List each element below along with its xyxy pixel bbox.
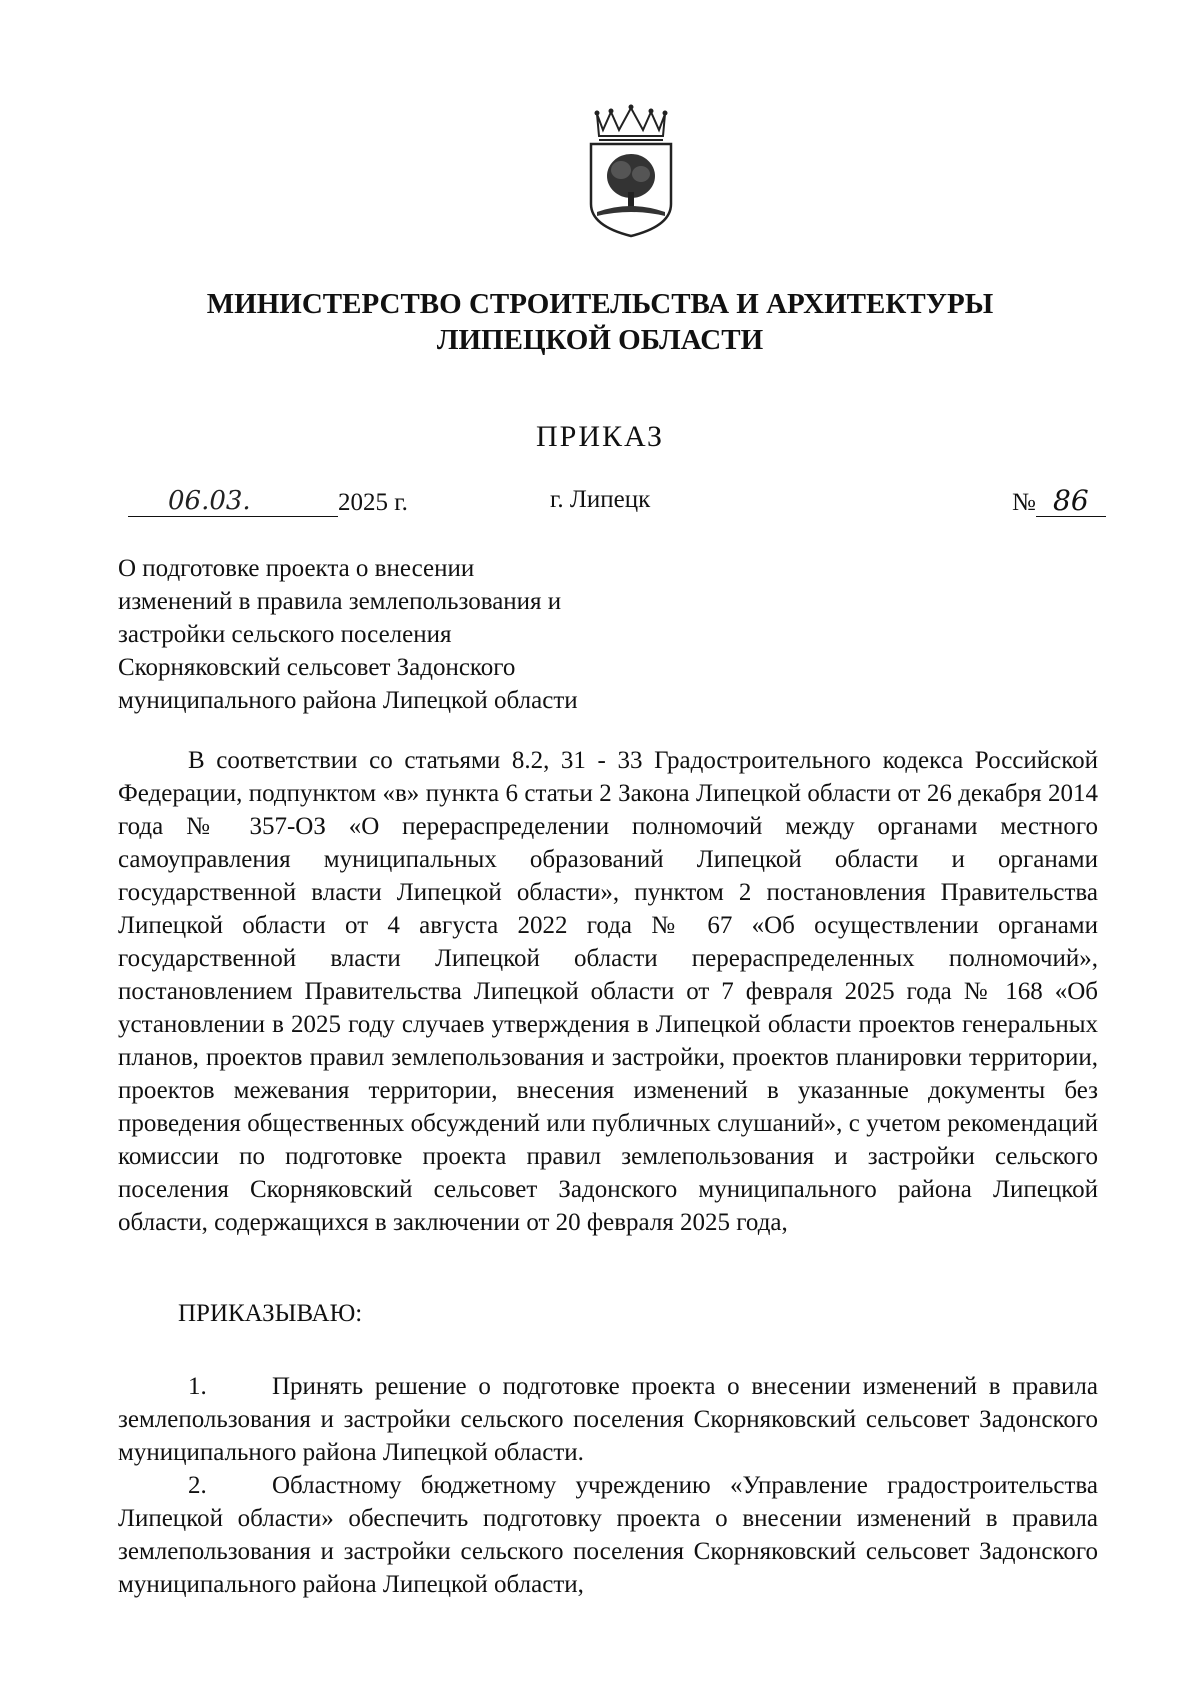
ministry-title-line-2: ЛИПЕЦКОЙ ОБЛАСТИ <box>436 324 764 356</box>
item-number: 1. <box>188 1373 207 1400</box>
preamble-block <box>118 744 1098 1239</box>
number-handwritten: 86 <box>1036 486 1106 517</box>
order-date <box>128 486 408 517</box>
subject-line: изменений в правила землепользования и <box>118 588 562 615</box>
order-directive: ПРИКАЗЫВАЮ: <box>178 1300 363 1327</box>
number-label: № <box>1012 489 1036 516</box>
order-item <box>118 1469 1098 1601</box>
order-items <box>118 1370 1098 1601</box>
subject-line: застройки сельского поселения <box>118 621 452 648</box>
item-number: 2. <box>188 1472 207 1499</box>
ministry-title-line-1: МИНИСТЕРСТВО СТРОИТЕЛЬСТВА И АРХИТЕКТУРЫ <box>206 288 994 320</box>
order-title: ПРИКАЗ <box>536 420 664 453</box>
date-handwritten: 06.03. <box>128 486 338 517</box>
coat-of-arms-emblem <box>583 104 679 238</box>
order-city: г. Липецк <box>550 486 651 513</box>
item-text: Областному бюджетному учреждению «Управление градостроительства Липецкой области» обеспечить подготовку проекта о внесении изменений в правила землепользования и застройки сельского поселения Скорняковский сельсовет Задонского муниципального района Липецкой области, <box>118 1472 1098 1598</box>
order-number <box>1012 486 1106 517</box>
subject-line: Скорняковский сельсовет Задонского <box>118 654 516 681</box>
subject-line: муниципального района Липецкой области <box>118 687 578 714</box>
order-item <box>118 1370 1098 1469</box>
item-text: Принять решение о подготовке проекта о внесении изменений в правила землепользования и застройки сельского поселения Скорняковский сельсовет Задонского муниципального района Липецкой области. <box>118 1373 1098 1466</box>
date-year: 2025 г. <box>338 489 408 516</box>
preamble-paragraph: В соответствии со статьями 8.2, 31 - 33 Градостроительного кодекса Российской Федерации, подпунктом «в» пункта 6 статьи 2 Закона Липецкой области от 26 декабря 2014 года № 357-ОЗ «О перераспределении полномочий между органами местного самоуправления муниципальных образований Липецкой области и органами государственной власти Липецкой области», пунктом 2 постановления Правительства Липецкой области от 4 августа 2022 года № 67 «Об осуществлении органами государственной власти Липецкой области перераспределенных полномочий», постановлением Правительства Липецкой области от 7 февраля 2025 года № 168 «Об установлении в 2025 году случаев утверждения в Липецкой области проектов генеральных планов, проектов правил землепользования и застройки, проектов планировки территории, проектов межевания территории, внесения изменений в указанные документы без проведения общественных обсуждений или публичных слушаний», с учетом рекомендаций комиссии по подготовке проекта правил землепользования и застройки сельского поселения Скорняковский сельсовет Задонского муниципального района Липецкой области, содержащихся в заключении от 20 февраля 2025 года, <box>118 747 1098 1236</box>
subject-line: О подготовке проекта о внесении <box>118 555 475 582</box>
order-subject <box>118 552 678 717</box>
